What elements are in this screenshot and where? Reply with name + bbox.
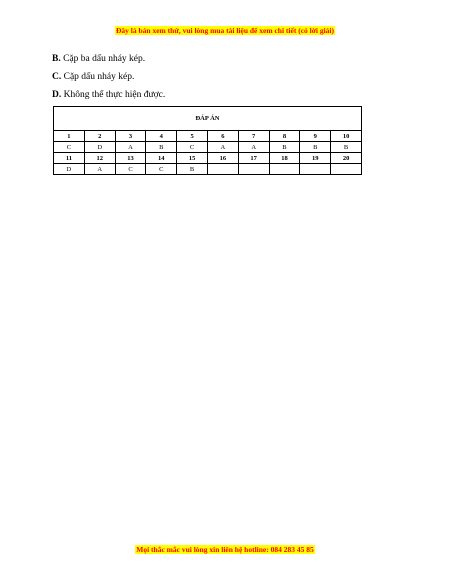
question-number: 11: [54, 153, 85, 164]
question-number-row: [54, 131, 362, 142]
answer-table: [53, 106, 362, 175]
answer-cell: A: [84, 164, 115, 175]
question-number: 4: [146, 131, 177, 142]
answer-cell: C: [115, 164, 146, 175]
answer-row: [54, 142, 362, 153]
question-number: 2: [84, 131, 115, 142]
answer-cell: B: [269, 142, 300, 153]
hotline-text: Mọi thắc mắc vui lòng xin liên hệ hotline: 084 283 45 85: [136, 545, 314, 554]
hotline-banner: [0, 545, 450, 555]
question-number: 18: [269, 153, 300, 164]
option-b: [52, 53, 145, 65]
question-number: 3: [115, 131, 146, 142]
option-d-letter: D.: [52, 90, 62, 100]
question-number: 10: [331, 131, 362, 142]
question-number: 14: [146, 153, 177, 164]
option-b-letter: B.: [52, 54, 61, 64]
preview-notice-banner: [0, 26, 450, 36]
question-number: 8: [269, 131, 300, 142]
answer-cell: D: [54, 164, 85, 175]
question-number: 12: [84, 153, 115, 164]
answer-cell: [331, 164, 362, 175]
answer-cell: B: [300, 142, 331, 153]
question-number: 13: [115, 153, 146, 164]
answer-cell: C: [177, 142, 208, 153]
question-number: 9: [300, 131, 331, 142]
answer-row: [54, 164, 362, 175]
answer-cell: A: [115, 142, 146, 153]
answer-cell: B: [177, 164, 208, 175]
question-number: 15: [177, 153, 208, 164]
option-d: [52, 89, 165, 101]
answer-cell: C: [146, 164, 177, 175]
answer-cell: A: [207, 142, 238, 153]
question-number: 17: [238, 153, 269, 164]
answer-cell: [207, 164, 238, 175]
answer-cell: [238, 164, 269, 175]
answer-cell: B: [146, 142, 177, 153]
question-number: 19: [300, 153, 331, 164]
question-number: 16: [207, 153, 238, 164]
preview-notice-text: Đây là bản xem thử, vui lòng mua tài liệu để xem chi tiết (có lời giải): [115, 26, 335, 35]
question-number: 1: [54, 131, 85, 142]
option-c-text: Cặp dấu nháy kép.: [63, 72, 135, 82]
question-number: 7: [238, 131, 269, 142]
question-number: 5: [177, 131, 208, 142]
option-d-text: Không thể thực hiện được.: [63, 90, 166, 100]
question-number-row: [54, 153, 362, 164]
answer-cell: A: [238, 142, 269, 153]
option-c-letter: C.: [52, 72, 62, 82]
question-number: 20: [331, 153, 362, 164]
answer-cell: [300, 164, 331, 175]
answer-table-title: ĐÁP ÁN: [54, 107, 362, 131]
answer-cell: B: [331, 142, 362, 153]
option-b-text: Cặp ba dấu nháy kép.: [63, 54, 146, 64]
answer-cell: C: [54, 142, 85, 153]
option-c: [52, 71, 134, 83]
answer-cell: [269, 164, 300, 175]
question-number: 6: [207, 131, 238, 142]
answer-cell: D: [84, 142, 115, 153]
